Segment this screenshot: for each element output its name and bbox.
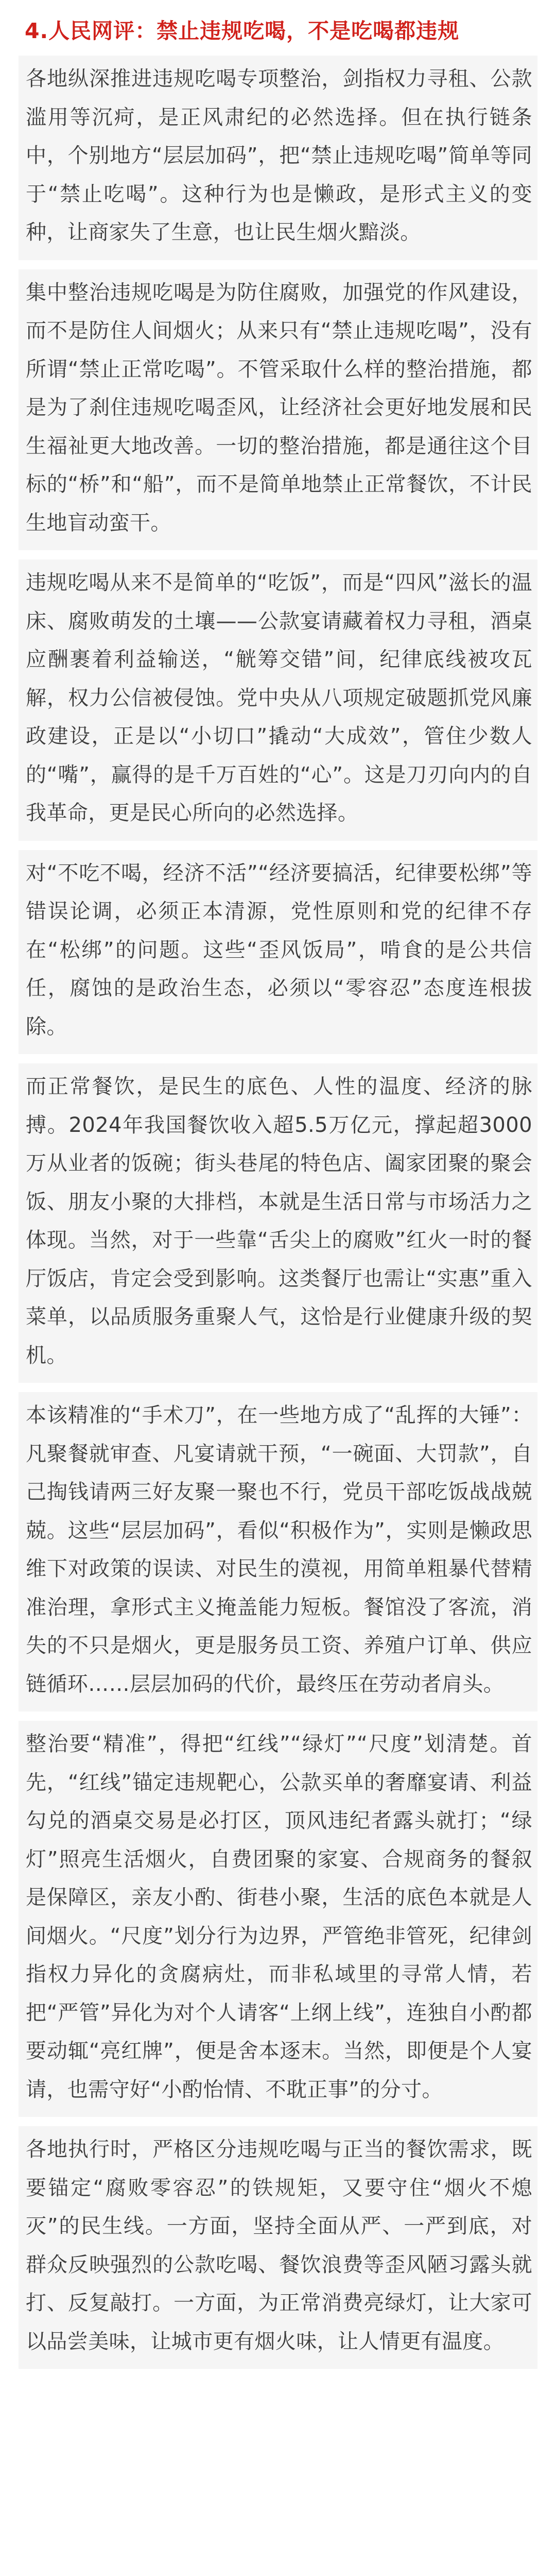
paragraph-4: 对“不吃不喝，经济不活”“经济要搞活，纪律要松绑”等错误论调，必须正本清源，党性原则和党的纪律不存在“松绑”的问题。这些“歪风饭局”，啃食的是公共信任，腐蚀的是政治生态，必须以“零容忍”态度连根拔除。 (19, 850, 537, 1055)
paragraph-3: 违规吃喝从来不是简单的“吃饭”，而是“四风”滋长的温床、腐败萌发的土壤——公款宴请藏着权力寻租，酒桌应酬裹着利益输送，“觥筹交错”间，纪律底线被攻瓦解，权力公信被侵蚀。党中央从八项规定破题抓党风廉政建设，正是以“小切口”撬动“大成效”，管住少数人的“嘴”，赢得的是千万百姓的“心”。这是刀刃向内的自我革命，更是民心所向的必然选择。 (19, 560, 537, 841)
paragraph-2: 集中整治违规吃喝是为防住腐败，加强党的作风建设，而不是防住人间烟火；从来只有“禁止违规吃喝”，没有所谓“禁止正常吃喝”。不管采取什么样的整治措施，都是为了刹住违规吃喝歪风，让经济社会更好地发展和民生福祉更大地改善。一切的整治措施，都是通往这个目标的“桥”和“船”，而不是简单地禁止正常餐饮，不计民生地盲动蛮干。 (19, 269, 537, 551)
paragraph-8: 各地执行时，严格区分违规吃喝与正当的餐饮需求，既要锚定“腐败零容忍”的铁规矩，又要守住“烟火不熄灭”的民生线。一方面，坚持全面从严、一严到底，对群众反映强烈的公款吃喝、餐饮浪费等歪风陋习露头就打、反复敲打。一方面，为正常消费亮绿灯，让大家可以品尝美味，让城市更有烟火味，让人情更有温度。 (19, 2126, 537, 2369)
paragraph-7: 整治要“精准”，得把“红线”“绿灯”“尺度”划清楚。首先，“红线”锚定违规靶心，公款买单的奢靡宴请、利益勾兑的酒桌交易是必打区，顶风违纪者露头就打；“绿灯”照亮生活烟火，自费团聚的家宴、合规商务的餐叙是保障区，亲友小酌、街巷小聚，生活的底色本就是人间烟火。“尺度”划分行为边界，严管绝非管死，纪律剑指权力异化的贪腐病灶，而非私域里的寻常人情，若把“严管”异化为对个人请客“上纲上线”，连独自小酌都要动辄“亮红牌”，便是舍本逐末。当然，即便是个人宴请，也需守好“小酌怡情、不耽正事”的分寸。 (19, 1721, 537, 2117)
article-heading: 4.人民网评：禁止违规吃喝，不是吃喝都违规 (25, 19, 460, 43)
paragraph-1: 各地纵深推进违规吃喝专项整治，剑指权力寻租、公款滥用等沉疴，是正风肃纪的必然选择。但在执行链条中，个别地方“层层加码”，把“禁止违规吃喝”简单等同于“禁止吃喝”。这种行为也是懒政，是形式主义的变种，让商家失了生意，也让民生烟火黯淡。 (19, 56, 537, 260)
paragraph-5: 而正常餐饮，是民生的底色、人性的温度、经济的脉搏。2024年我国餐饮收入超5.5万亿元，撑起超3000万从业者的饭碗；街头巷尾的特色店、阖家团聚的聚会饭、朋友小聚的大排档，本就是生活日常与市场活力之体现。当然，对于一些靠“舌尖上的腐败”红火一时的餐厅饭店，肯定会受到影响。这类餐厅也需让“实惠”重入菜单，以品质服务重聚人气，这恰是行业健康升级的契机。 (19, 1063, 537, 1383)
paragraph-6: 本该精准的“手术刀”，在一些地方成了“乱挥的大锤”：凡聚餐就审查、凡宴请就干预，“一碗面、大罚款”，自己掏钱请两三好友聚一聚也不行，党员干部吃饭战战兢兢。这些“层层加码”，看似“积极作为”，实则是懒政思维下对政策的误读、对民生的漠视，用简单粗暴代替精准治理，拿形式主义掩盖能力短板。餐馆没了客流，消失的不只是烟火，更是服务员工资、养殖户订单、供应链循环……层层加码的代价，最终压在劳动者肩头。 (19, 1392, 537, 1711)
